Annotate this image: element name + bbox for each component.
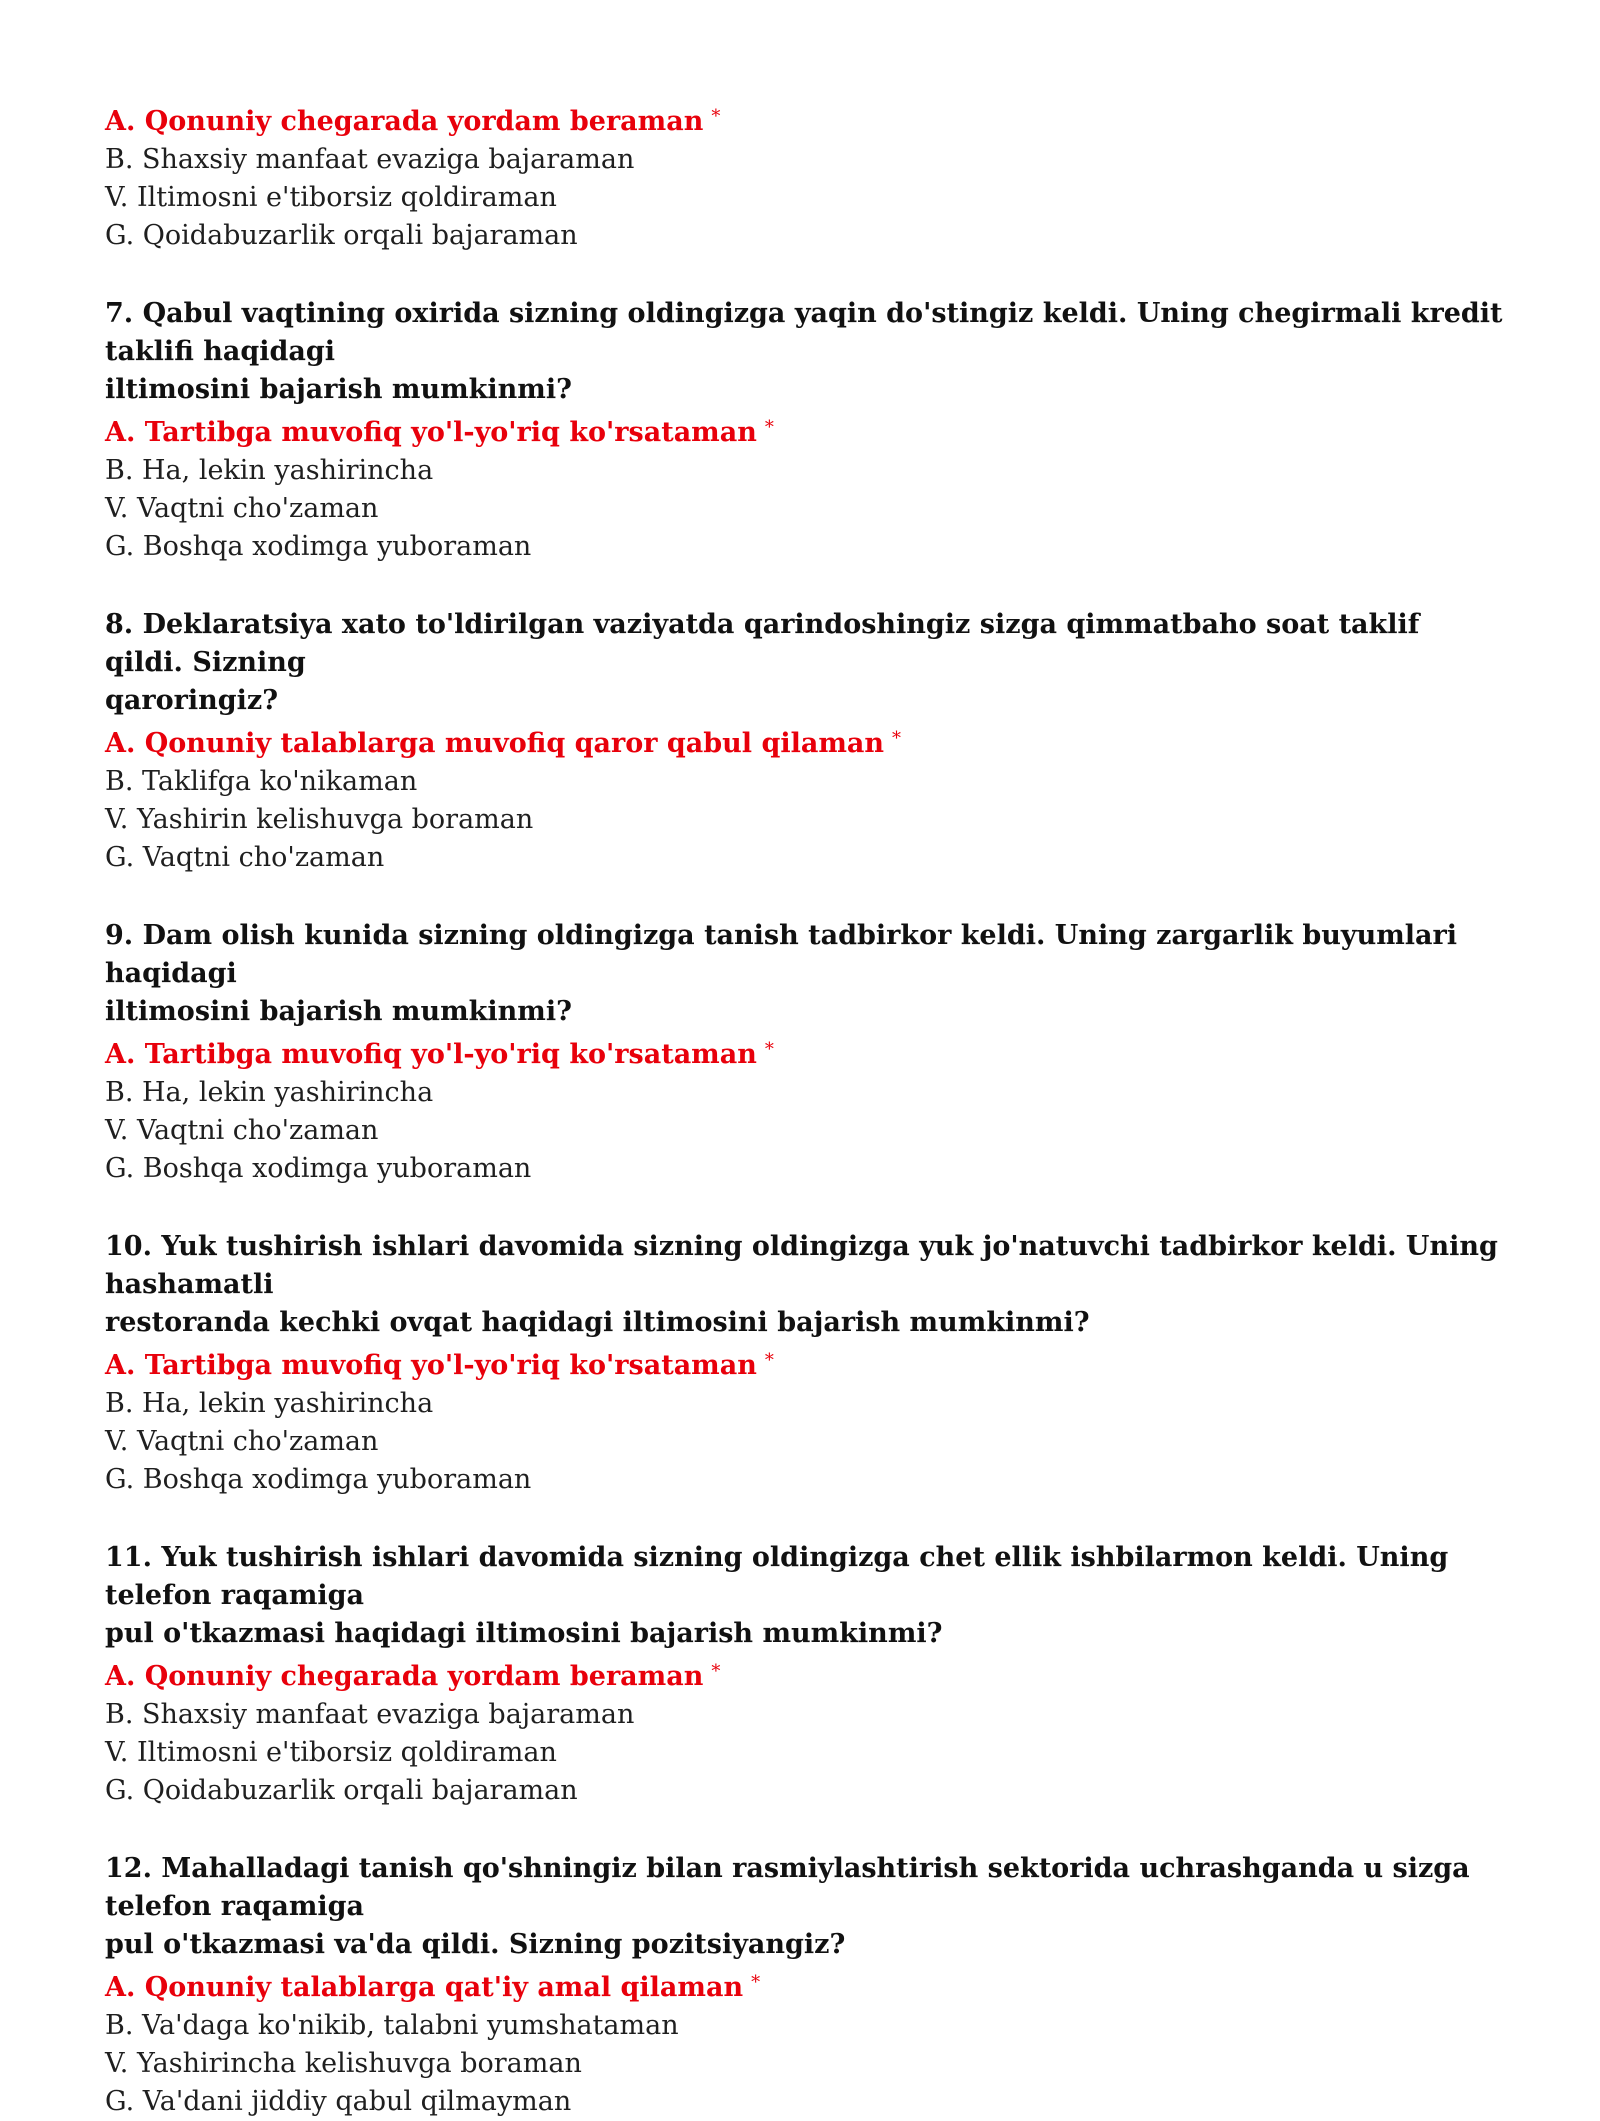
option-a-correct <box>105 1031 1500 1074</box>
option-b: B. Shaxsiy manfaat evaziga bajaraman <box>105 1699 635 1730</box>
option-a-correct <box>105 409 1500 452</box>
question-line-1: 12. Mahalladagi tanish qo'shningiz bilan rasmiylashtirish sektorida uchrashganda u sizga telefon raqamiga <box>105 1853 1470 1922</box>
option-g: G. Boshqa xodimga yuboraman <box>105 1153 532 1184</box>
correct-marker: * <box>764 1350 774 1371</box>
options-previous-question <box>105 98 1500 255</box>
option-text: A. Tartibga muvofiq yo'l-yo'riq ko'rsataman <box>105 1039 757 1070</box>
correct-marker: * <box>892 728 902 749</box>
option-text: A. Qonuniy chegarada yordam beraman <box>105 1661 704 1692</box>
question-text <box>105 1228 1505 1342</box>
option-g: G. Qoidabuzarlik orqali bajaraman <box>105 220 578 251</box>
options-list <box>105 1964 1500 2121</box>
question-8 <box>105 606 1500 877</box>
options-list <box>105 720 1500 877</box>
question-line-2: iltimosini bajarish mumkinmi? <box>105 374 572 405</box>
option-v: V. Vaqtni cho'zaman <box>105 1426 379 1457</box>
correct-marker: * <box>711 1661 721 1682</box>
options-list <box>105 1342 1500 1499</box>
question-text <box>105 917 1505 1031</box>
question-line-2: pul o'tkazmasi va'da qildi. Sizning pozitsiyangiz? <box>105 1929 846 1960</box>
question-line-1: 7. Qabul vaqtining oxirida sizning oldingizga yaqin do'stingiz keldi. Uning chegirmali kredit taklifi haqidagi <box>105 298 1503 367</box>
question-text <box>105 1850 1505 1964</box>
option-b: B. Ha, lekin yashirincha <box>105 455 434 486</box>
question-10 <box>105 1228 1500 1499</box>
option-text: A. Qonuniy talablarga muvofiq qaror qabul qilaman <box>105 728 885 759</box>
question-line-1: 10. Yuk tushirish ishlari davomida sizning oldingizga yuk jo'natuvchi tadbirkor keldi. Uning hashamatli <box>105 1231 1498 1300</box>
question-line-1: 9. Dam olish kunida sizning oldingizga tanish tadbirkor keldi. Uning zargarlik buyumlari haqidagi <box>105 920 1458 989</box>
correct-marker: * <box>764 417 774 438</box>
option-v: V. Iltimosni e'tiborsiz qoldiraman <box>105 182 557 213</box>
option-text: A. Qonuniy talablarga qat'iy amal qilaman <box>105 1972 744 2003</box>
option-v: V. Vaqtni cho'zaman <box>105 493 379 524</box>
question-text <box>105 606 1505 720</box>
question-line-2: qaroringiz? <box>105 685 279 716</box>
option-g: G. Vaqtni cho'zaman <box>105 842 385 873</box>
question-11 <box>105 1539 1500 1810</box>
question-text <box>105 1539 1505 1653</box>
option-g: G. Va'dani jiddiy qabul qilmayman <box>105 2086 572 2117</box>
option-b: B. Taklifga ko'nikaman <box>105 766 418 797</box>
option-v: V. Yashirin kelishuvga boraman <box>105 804 534 835</box>
correct-marker: * <box>711 106 721 127</box>
option-a-correct <box>105 98 1500 141</box>
option-a-correct <box>105 720 1500 763</box>
question-line-1: 8. Deklaratsiya xato to'ldirilgan vaziyatda qarindoshingiz sizga qimmatbaho soat taklif qildi. Sizning <box>105 609 1420 678</box>
question-line-2: iltimosini bajarish mumkinmi? <box>105 996 572 1027</box>
correct-marker: * <box>751 1972 761 1993</box>
question-7 <box>105 295 1503 566</box>
option-b: B. Va'daga ko'nikib, talabni yumshataman <box>105 2010 679 2041</box>
option-a-correct <box>105 1964 1500 2007</box>
option-g: G. Boshqa xodimga yuboraman <box>105 531 532 562</box>
correct-marker: * <box>764 1039 774 1060</box>
option-b: B. Ha, lekin yashirincha <box>105 1077 434 1108</box>
question-9 <box>105 917 1500 1188</box>
option-b: B. Ha, lekin yashirincha <box>105 1388 434 1419</box>
option-g: G. Boshqa xodimga yuboraman <box>105 1464 532 1495</box>
question-line-2: restoranda kechki ovqat haqidagi iltimosini bajarish mumkinmi? <box>105 1307 1090 1338</box>
question-12 <box>105 1850 1500 2121</box>
option-text: A. Tartibga muvofiq yo'l-yo'riq ko'rsataman <box>105 417 757 448</box>
options-list <box>105 409 1500 566</box>
option-a-correct <box>105 1653 1500 1696</box>
option-a-correct <box>105 1342 1500 1385</box>
question-line-1: 11. Yuk tushirish ishlari davomida sizning oldingizga chet ellik ishbilarmon keldi. Uning telefon raqamiga <box>105 1542 1449 1611</box>
question-line-2: pul o'tkazmasi haqidagi iltimosini bajarish mumkinmi? <box>105 1618 943 1649</box>
option-g: G. Qoidabuzarlik orqali bajaraman <box>105 1775 578 1806</box>
option-v: V. Yashirincha kelishuvga boraman <box>105 2048 582 2079</box>
options-list <box>105 1031 1500 1188</box>
option-text: A. Tartibga muvofiq yo'l-yo'riq ko'rsataman <box>105 1350 757 1381</box>
option-v: V. Iltimosni e'tiborsiz qoldiraman <box>105 1737 557 1768</box>
option-b: B. Shaxsiy manfaat evaziga bajaraman <box>105 144 635 175</box>
options-list <box>105 1653 1500 1810</box>
question-text <box>105 295 1505 409</box>
option-v: V. Vaqtni cho'zaman <box>105 1115 379 1146</box>
option-text: A. Qonuniy chegarada yordam beraman <box>105 106 704 137</box>
